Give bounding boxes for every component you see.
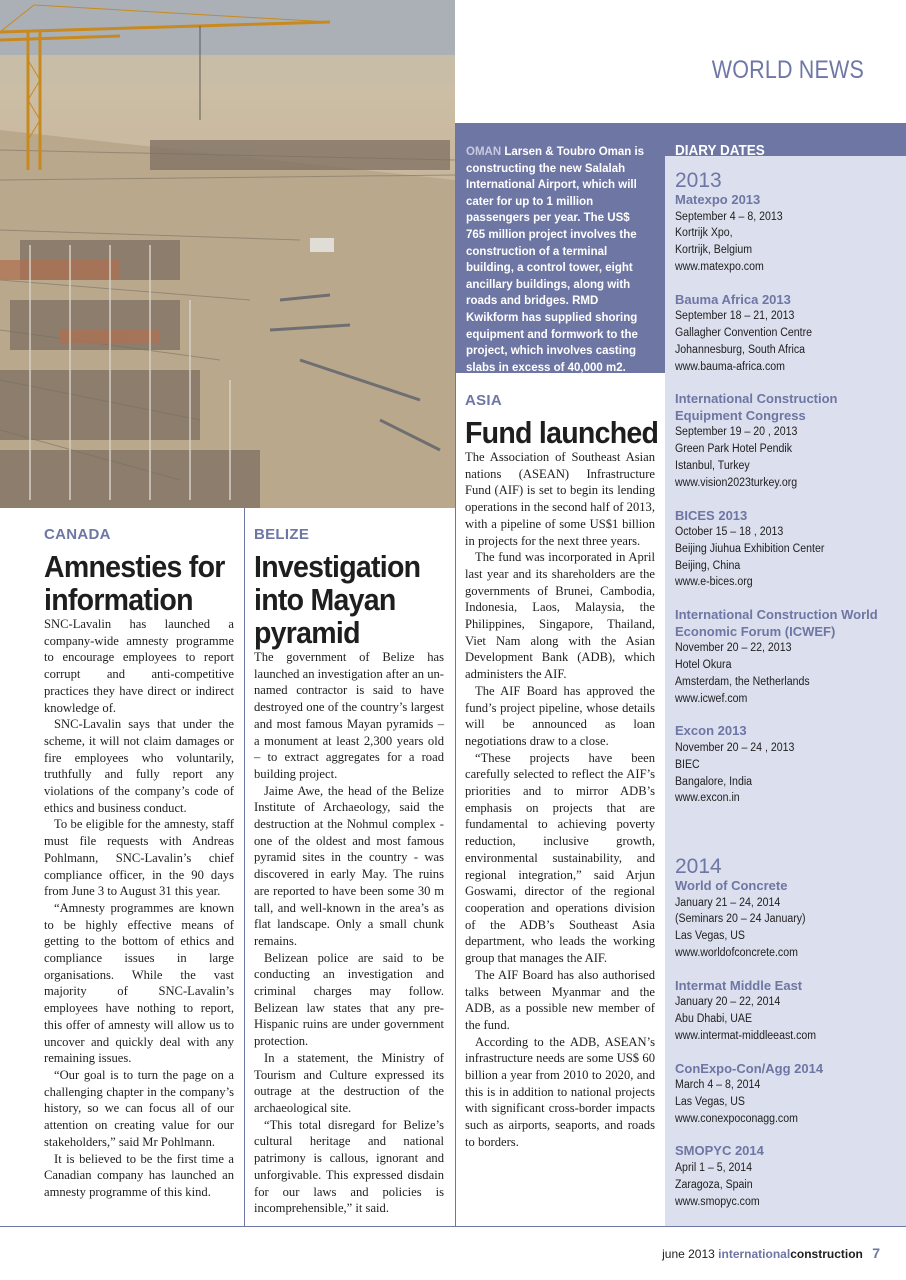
diary-event-detail: Bangalore, India	[675, 775, 753, 788]
year-2013: 2013	[675, 169, 722, 192]
construction-site-photo	[0, 0, 455, 508]
asia-paragraph: The AIF Board has approved the fund’s project pipeline, whose details will be announced as loan negotiations draw to a close.	[465, 683, 655, 748]
diary-event	[675, 978, 900, 1045]
page-number: 7	[872, 1245, 880, 1261]
diary-event-detail: www.matexpo.com	[675, 260, 764, 273]
oman-news-text	[466, 144, 652, 376]
diary-event	[675, 723, 900, 807]
diary-event-detail: BIEC	[675, 758, 700, 771]
oman-body: Larsen & Toubro Oman is constructing the new Salalah International Airport, which will cater for up to 1 million passengers per year. The US$ 765 million project involves the construction of a terminal building, a control tower, eight ancillary buildings, along with roads and bridges. RMD Kwikform has supplied shoring equipment and formwork to the project, which involves casting slabs in excess of 40,000 m2.	[466, 146, 645, 374]
diary-event-detail: October 15 – 18 , 2013	[675, 526, 784, 539]
canada-paragraph: To be eligible for the amnesty, staff must file requests with Andreas Pohlmann, SNC-Lavalin’s chief compliance officer, in the 90 days from June 3 to August 31 this year.	[44, 817, 234, 899]
footer-brand-international: international	[718, 1247, 791, 1261]
diary-event-detail: Zaragoza, Spain	[675, 1178, 753, 1191]
page-footer	[662, 1245, 880, 1261]
diary-event-detail: (Seminars 20 – 24 January)	[675, 913, 806, 926]
diary-event	[675, 391, 900, 491]
diary-event-detail: Istanbul, Turkey	[675, 459, 750, 472]
diary-event-name: International Construction Equipment Congress	[675, 391, 838, 423]
diary-event-name: World of Concrete	[675, 878, 788, 893]
diary-event-name: ConExpo-Con/Agg 2014	[675, 1060, 824, 1076]
diary-event-detail: www.vision2023turkey.org	[675, 476, 798, 489]
diary-event	[675, 1143, 900, 1210]
canada-paragraph: “Our goal is to turn the page on a challenging chapter in the company’s history, so we can focus all of our attention on creating value for our stakeholders,” said Mr Pohlmann.	[44, 1067, 234, 1149]
asia-paragraph: “These projects have been carefully selected to reflect the AIF’s priorities and to mirror ADB’s emphasis on projects that are fundamental to achieving poverty reduction, inclusive growth, environmental sustainability, and regional integration,” said Arjun Goswami, director of the regional cooperation and operations division of the ADB’s Southeast Asia department, who leads the working group that manages the AIF.	[465, 750, 655, 966]
diary-event	[675, 1061, 900, 1128]
canada-paragraph: “Amnesty programmes are known to be highly effective means of getting to the bottom of ethics and compliance issues in large organisations. While the vast majority of SNC-Lavalin’s employees have nothing to report, this offer of amnesty will allow us to uncover and quickly deal with any remaining issues.	[44, 900, 234, 1066]
diary-event	[675, 192, 900, 276]
diary-event	[675, 508, 900, 592]
diary-event-name: Matexpo 2013	[675, 192, 761, 207]
diary-event-detail: September 19 – 20 , 2013	[675, 426, 798, 439]
belize-article	[254, 526, 444, 1217]
diary-event	[675, 607, 900, 707]
belize-headline: Investigation into Mayan pyramid	[254, 549, 421, 650]
diary-event-detail: September 18 – 21, 2013	[675, 310, 795, 323]
diary-2014	[675, 856, 900, 1226]
diary-title: DIARY DATES	[675, 142, 765, 159]
diary-event-name: Excon 2013	[675, 723, 747, 739]
diary-event-detail: www.intermat-middleeast.com	[675, 1029, 817, 1042]
diary-2013	[675, 170, 900, 823]
diary-event-name: Intermat Middle East	[675, 977, 803, 993]
asia-kicker: ASIA	[465, 392, 503, 409]
canada-paragraph: SNC-Lavalin has launched a company-wide amnesty programme to encourage employees to report corrupt and anti-competitive practices they have direct or indirect knowledge of.	[44, 617, 234, 715]
events-2014-list	[675, 878, 900, 1210]
diary-event-detail: Abu Dhabi, UAE	[675, 1012, 753, 1025]
footer-date: june 2013	[662, 1247, 715, 1261]
belize-kicker: BELIZE	[254, 526, 310, 543]
diary-event-detail: January 20 – 22, 2014	[675, 996, 781, 1009]
diary-event-detail: www.bauma-africa.com	[675, 360, 785, 373]
belize-paragraph: Belizean police are said to be conducting an investigation and criminal charges may follow. Belizean law states that any pre-Hispanic ruins are under government protection.	[254, 950, 444, 1049]
events-2013-list	[675, 192, 900, 807]
diary-event-detail: November 20 – 24 , 2013	[675, 741, 795, 754]
asia-body	[465, 449, 655, 1151]
diary-event-detail: www.e-bices.org	[675, 576, 753, 589]
canada-kicker: CANADA	[44, 526, 111, 543]
diary-event-detail: Kortrijk, Belgium	[675, 244, 753, 257]
canada-article	[44, 526, 234, 1201]
section-title: WORLD NEWS	[711, 56, 864, 84]
diary-event-detail: Green Park Hotel Pendik	[675, 443, 793, 456]
canada-body	[44, 616, 234, 1201]
belize-paragraph: Jaime Awe, the head of the Belize Institute of Archaeology, said the destruction at the Nohmul complex - one of the oldest and most famous pyramid sites in the country - was discovered in early May. The ruins are reported to have been some 30 m tall, and well-known in the area’s as flat landscape. Only a small chunk remains.	[254, 783, 444, 948]
diary-event-detail: www.excon.in	[675, 792, 740, 805]
diary-event-detail: March 4 – 8, 2014	[675, 1079, 761, 1092]
diary-event	[675, 292, 900, 376]
diary-event-detail: Las Vegas, US	[675, 1095, 745, 1108]
footer-brand-construction: construction	[790, 1247, 863, 1261]
asia-paragraph: The AIF Board has also authorised talks between Myanmar and the ADB, as a possible new member of the fund.	[465, 967, 655, 1032]
asia-paragraph: The fund was incorporated in April last year and its shareholders are the governments of Brunei, Cambodia, Indonesia, Laos, Malaysia, the Philippines, Singapore, Thailand, Viet Nam along with the Asian Development Bank (ADB), which administers the AIF.	[465, 550, 655, 682]
year-2014: 2014	[675, 855, 722, 878]
asia-paragraph: The Association of Southeast Asian nations (ASEAN) Infrastructure Fund (AIF) is set to begin its lending operations in the second half of 2013, with a pipeline of some US$1 billion in projects for the next three years.	[465, 450, 655, 548]
column-rule	[455, 373, 456, 1226]
canada-headline: Amnesties for information	[44, 549, 225, 617]
belize-paragraph: In a statement, the Ministry of Tourism and Culture expressed its outrage at the destruction of the archaeological site.	[254, 1050, 444, 1115]
diary-event-detail: www.icwef.com	[675, 692, 748, 705]
diary-event-name: SMOPYC 2014	[675, 1143, 764, 1159]
diary-event-detail: September 4 – 8, 2013	[675, 210, 783, 223]
diary-event-detail: Amsterdam, the Netherlands	[675, 675, 810, 688]
diary-event-detail: www.conexpoconagg.com	[675, 1112, 798, 1125]
diary-event-detail: Kortrijk Xpo,	[675, 227, 733, 240]
oman-kicker: OMAN	[466, 146, 502, 158]
canada-paragraph: SNC-Lavalin says that under the scheme, it will not claim damages or fire employees who voluntarily, truthfully and fully report any violations of the company’s code of ethics and business conduct.	[44, 717, 234, 815]
belize-paragraph: “This total disregard for Belize’s cultural heritage and national patrimony is callous, ignorant and unforgivable. This expressed disdain for our laws and policies is incomprehensible,” it said.	[254, 1117, 444, 1216]
diary-event-detail: www.smopyc.com	[675, 1195, 760, 1208]
diary-event-name: Bauma Africa 2013	[675, 291, 791, 307]
diary-event-name: International Construction World Economic Forum (ICWEF)	[675, 607, 878, 639]
diary-event-detail: Gallagher Convention Centre	[675, 326, 813, 339]
diary-event-detail: Hotel Okura	[675, 659, 732, 672]
diary-event-detail: Johannesburg, South Africa	[675, 343, 805, 356]
asia-article	[465, 392, 659, 1151]
diary-event-detail: Las Vegas, US	[675, 930, 745, 943]
diary-event-detail: April 1 – 5, 2014	[675, 1161, 753, 1174]
canada-paragraph: It is believed to be the first time a Canadian company has launched an amnesty programme of this kind.	[44, 1151, 234, 1199]
diary-event-detail: January 21 – 24, 2014	[675, 896, 781, 909]
diary-event-detail: November 20 – 22, 2013	[675, 642, 792, 655]
asia-headline: Fund launched	[465, 415, 659, 450]
column-rule	[244, 508, 245, 1226]
diary-event-detail: Beijing Jiuhua Exhibition Center	[675, 542, 825, 555]
diary-event-detail: www.worldofconcrete.com	[675, 946, 798, 959]
diary-event	[675, 878, 900, 962]
footer-rule	[0, 1226, 906, 1227]
diary-event-detail: Beijing, China	[675, 559, 741, 572]
belize-paragraph: The government of Belize has launched an investigation after an un-named contractor is said to have destroyed one of the country’s largest and most famous Mayan pyramids – a monument at least 2,300 years old – to extract aggregates for a road building project.	[254, 650, 444, 781]
belize-body	[254, 649, 444, 1217]
asia-paragraph: According to the ADB, ASEAN’s infrastructure needs are some US$ 60 billion a year from 2010 to 2020, and this is in addition to national projects with significant cross-border impacts such as airports, seaports, and roads to borders.	[465, 1034, 655, 1149]
diary-event-name: BICES 2013	[675, 507, 748, 523]
